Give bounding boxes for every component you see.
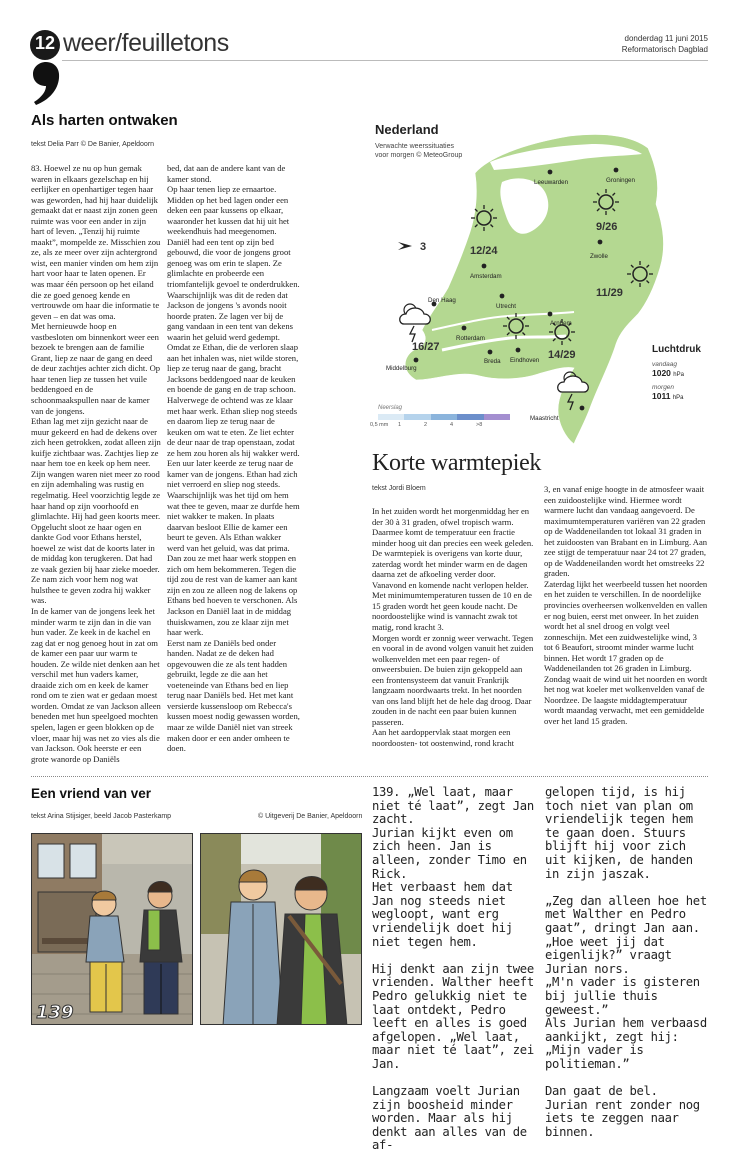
precip-swatch [484,414,510,420]
serial-column-1: 83. Hoewel ze nu op hun gemak waren in elkaars gezelschap en hij eerlijker en openhartiger tegen haar was geworden, had hij haar duidelijk gemaakt dat er naast zijn zonen geen ruimte was voor een ander in zijn hart of leven. „Tenzij hij ruimte maakt”, mompelde ze. Misschien zou ze, als ze meer over zijn achtergrond wist, een manier vinden om hem zijn hart voor haar te laten openen. Er was maar één persoon op het eiland die ze goed genoeg kende en vertrouwde om haar die informatie te geven – en dat was oma. Met hernieuwde hoop en vastbesloten om binnenkort weer een bezoek te brengen aan de familie Grant, liep ze naar de gang en deed de deur zachtjes achter zich dicht. Op haar tenen liep ze tussen het vuile beddengoed en de schoonmaakspullen naar de kamer van de jongens. Ethan lag met zijn gezicht naar de muur gekeerd en had de dekens over zich heen getrokken, zodat alleen zijn kuifje zichtbaar was. Zachtjes liep ze naar hem toe en keek op hem neer. Zijn wangen waren niet meer zo rood en zijn ademhaling was rustig en regelmatig. Heel voorzichtig legde ze haar hand op zijn voorhoofd en glimlachte. Hij had geen koorts meer. Opgelucht sloot ze haar ogen en dankte God voor Ethans herstel, hoewel ze wist dat de koorts later in de middag kon terugkeren. Dat had ze vaak gezien bij haar zieke moeder. Ze nam zich voor hem nog wat hulsthee te geven zodra hij wakker was. In de kamer van de jongens leek het minder warm te zijn dan in die van hun vader. Ze keek in de kachel en zag dat er nog genoeg hout in zat om de kamer een paar uur warm te houden. Ze wilde niet denken aan het verschil met hun vaders kamer, draaide zich om en keek de kamer rond om te zien wat er gedaan moest worden. Omdat ze van Jackson alleen beneden met hun speelgoed mochten spelen, lagen er geen blokken op de vloer, maar hij was net zo vies als die van Jackson. Ook heerste er een grote wanorde op Daniëls [31,163,161,764]
precip-legend-bar [378,414,510,420]
pressure-unit: hPa [673,372,684,378]
svg-text:Maastricht: Maastricht [530,415,559,422]
header-paper: Reformatorisch Dagblad [621,45,708,54]
pressure-tomorrow-label: morgen [652,384,675,391]
svg-text:Den Haag: Den Haag [428,297,456,304]
precip-swatch [457,414,483,420]
comic-panel-2 [200,833,362,1025]
pressure-tomorrow [652,391,712,401]
comma-logo [31,60,61,106]
pressure-unit: hPa [672,395,684,401]
svg-text:16/27: 16/27 [412,341,440,353]
svg-text:14/29: 14/29 [548,349,576,361]
serial-column-2: bed, dat aan de andere kant van de kamer stond. Op haar tenen liep ze ernaartoe. Midden op het bed lagen onder een deken een paar kussens op elkaar, waaronder het kussen dat hij uit het weekendhuis had meegenomen. Daniël had een tent op zijn bed gebouwd, die voor de jongens groot genoeg was om erin te slapen. Ze glimlachte en probeerde een triomfantelijk gevoel te onderdrukken. Waarschijnlijk was dit de reden dat Jackson de jongens 's avonds nooit hoorde praten. Ze lagen ver bij de gang vandaan in een tent van dekens waarin het geluid werd gedempt. Omdat ze Ethan, die de verloren slaap aan het inhalen was, niet wilde storen, liep ze terug naar de gang, bracht Jacksons beddengoed naar de keuken en boende de gang en de trap schoon. Halverwege de ochtend was ze klaar met haar werk. Ethan sliep nog steeds en daarom liep ze terug naar de keuken om wat te eten. Ze liet echter de deur naar de trap openstaan, zodat ze hem zou horen als hij wakker werd. Een uur later keerde ze terug naar de kamer van de jongens. Ethan had zich niet verroerd en sliep nog steeds. Waarschijnlijk was het tijd om hem wat thee te geven, maar ze durfde hem niet wakker te maken. In plaats daarvan besloot Ellie de kamer een beurt te geven. Als Ethan wakker werd van het geluid, was dat prima. Dan zou ze met haar werk stoppen en zich om hem bekommeren. Tegen die tijd zou de rest van de kamer aan kant zijn en zou ze alleen nog de lakens op Ethans bed hoeven te verschonen. Als Jackson en Daniël laat in de middag thuiskwamen, zou ze klaar zijn met haar werk. Eerst nam ze Daniëls bed onder handen. Nadat ze de deken had opgevouwen die ze als tent hadden gebruikt, legde ze die aan het voeteneinde van Ethans bed en liep terug naar Daniëls bed. Het met kant versierde kussensloop om Rebecca's kussen moest nodig gewassen worden, maar ze wilde Daniël niet van streek maken door er een ander omheen te doen. [167,163,300,754]
wind-arrow [398,242,412,250]
precip-tick: 0,5 mm [370,422,389,428]
weather-map [370,118,710,448]
svg-text:Groningen: Groningen [606,177,635,184]
weather-map-title: Nederland [375,122,439,137]
pressure-panel [652,344,712,401]
pressure-tomorrow-value: 1011 [652,391,671,401]
section-title: weer/feuilletons [63,29,229,57]
precip-swatch [431,414,457,420]
comic-title: Een vriend van ver [31,786,152,801]
page-header [0,0,738,110]
article-column-1: In het zuiden wordt het morgenmiddag her en der 30 à 31 graden, ofwel tropisch warm. Daarmee komt de temperatuur een fractie minder hoog uit dan precies een week geleden. De warmtepiek is overigens van korte duur, zaterdag wordt het minder warm en de dagen daarna zet de afkoeling verder door. Vanavond en komende nacht verlopen helder. Met minimumtemperaturen tussen de 10 en de 15 graden wordt het geen koude nacht. De noordoostelijke wind is vannacht zwak tot matig, rond kracht 3. Morgen wordt er zonnig weer verwacht. Tegen en vooral in de avond volgen vanuit het zuiden wolkenvelden met een paar regen- of onweersbuien. De buien zijn gekoppeld aan een frontensysteem dat vanuit Frankrijk langzaam noordwaarts trekt. In het noorden van ons land blijft het de hele dag droog. Daar zouden in de nacht een paar buien kunnen passeren. Aan het aardoppervlak staat morgen een noordoosten- tot oostenwind, rond kracht [372,506,534,749]
precip-ticks [370,422,520,428]
svg-text:Utrecht: Utrecht [496,303,516,310]
comic-column-1: 139. „Wel laat, maar niet té laat”, zegt Jan zacht. Jurian kijkt even om zich heen. Jan is alleen, zonder Timo en Rick. Het verbaast hem dat Jan nog steeds niet wegloopt, want erg vriendelijk doet hij niet tegen hem. Hij denkt aan zijn twee vrienden. Walther heeft Pedro gelukkig niet te laat ontdekt, Pedro leeft en alles is goed afgelopen. „Wel laat, maar niet té laat”, zei Jan. Langzaam voelt Jurian zijn boosheid minder worden. Maar als hij denkt aan alles van de af- [372,785,534,1153]
svg-text:Rotterdam: Rotterdam [456,335,485,342]
precip-label: Neerslag [378,405,403,411]
comic-column-2: gelopen tijd, is hij toch niet van plan om vriendelijk tegen hem te gaan doen. Stuurs blijft hij voor zich uit kijken, de handen in zijn jaszak. „Zeg dan alleen hoe het met Walther en Pedro gaat”, dringt Jan aan. „Hoe weet jij dat eigenlijk?” vraagt Jurian nors. „M'n vader is gisteren bij jullie thuis geweest.” Als Jurian hem verbaasd aankijkt, zegt hij: „Mijn vader is politieman.” Dan gaat de bel. Jurian rent zonder nog iets te zeggen naar binnen. [545,785,707,1139]
pressure-today-label: vandaag [652,361,677,368]
svg-text:Zwolle: Zwolle [590,253,608,260]
comic-credit-left: tekst Arina Stijsiger, beeld Jacob Pasterkamp [31,813,172,820]
article-column-2: 3, en vanaf enige hoogte in de atmosfeer waait een zuidoostelijke wind. Hiermee wordt warmere lucht dan vandaag aangevoerd. De maximumtemperaturen variëren van 22 graden op de Waddeneilanden tot lokaal 31 graden in het zuidoosten van Brabant en in Limburg. Aan zee stijgt de temperatuur naar 24 tot 27 graden, op de Waddeneilanden wordt het omstreeks 22 graden. Zaterdag lijkt het weerbeeld tussen het noorden en het zuiden te verschillen. In de noordelijke provincies overheersen wolkenvelden en vallen er nog buien, eerst met onweer. In het zuiden wordt het al snel droog en volgt veel zonneschijn. Met een zuidwestelijke wind, 3 tot 6 Beaufort, stroomt minder warme lucht binnen. Het wordt 17 graden op de Waddeneilanden tot 26 graden in Limburg. Zondag waait de wind uit het noorden en wordt het nog wat koeler met wolkenvelden vanaf de Noordzee. De laagste middagtemperatuur wordt maandag verwacht, met een gemiddelde over het land 15 graden. [544,484,708,727]
header-date: donderdag 11 juni 2015 [624,34,708,43]
svg-text:11/29: 11/29 [596,287,623,299]
article-credit: tekst Jordi Bloem [372,485,426,492]
svg-text:Breda: Breda [484,358,501,365]
comic-credit-right: © Uitgeverij De Banier, Apeldoorn [258,813,363,820]
serial-title: Als harten ontwaken [31,112,178,129]
section-divider [31,776,708,777]
precip-tick: 2 [424,422,428,428]
svg-text:Amsterdam: Amsterdam [470,273,502,280]
weather-map-subtitle: Verwachte weerssituaties voor morgen © MeteoGroup [375,143,463,159]
comic-illustration-schoolyard [32,834,193,1025]
wind-force: 3 [420,241,427,253]
precip-swatch [378,414,404,420]
svg-text:Leeuwarden: Leeuwarden [534,179,569,186]
serial-credit: tekst Delia Parr © De Banier, Apeldoorn [31,141,155,148]
svg-text:Eindhoven: Eindhoven [510,357,540,364]
svg-text:Middelburg: Middelburg [386,365,417,372]
precip-tick: 1 [398,422,402,428]
precip-tick: >8 [476,422,483,428]
svg-text:12/24: 12/24 [470,245,498,257]
page-number: 12 [34,33,56,53]
svg-text:Arnhem: Arnhem [550,320,572,327]
comic-episode-number: 139 [36,1002,74,1023]
svg-text:9/26: 9/26 [596,221,618,233]
pressure-title: Luchtdruk [652,344,701,355]
comic-illustration-boys [201,834,362,1025]
precip-swatch [404,414,430,420]
pressure-today-value: 1020 [652,368,671,378]
comic-panel-1 [31,833,193,1025]
article-title: Korte warmtepiek [372,450,542,476]
precip-tick: 4 [450,422,454,428]
header-rule [62,60,708,61]
pressure-today [652,368,712,378]
